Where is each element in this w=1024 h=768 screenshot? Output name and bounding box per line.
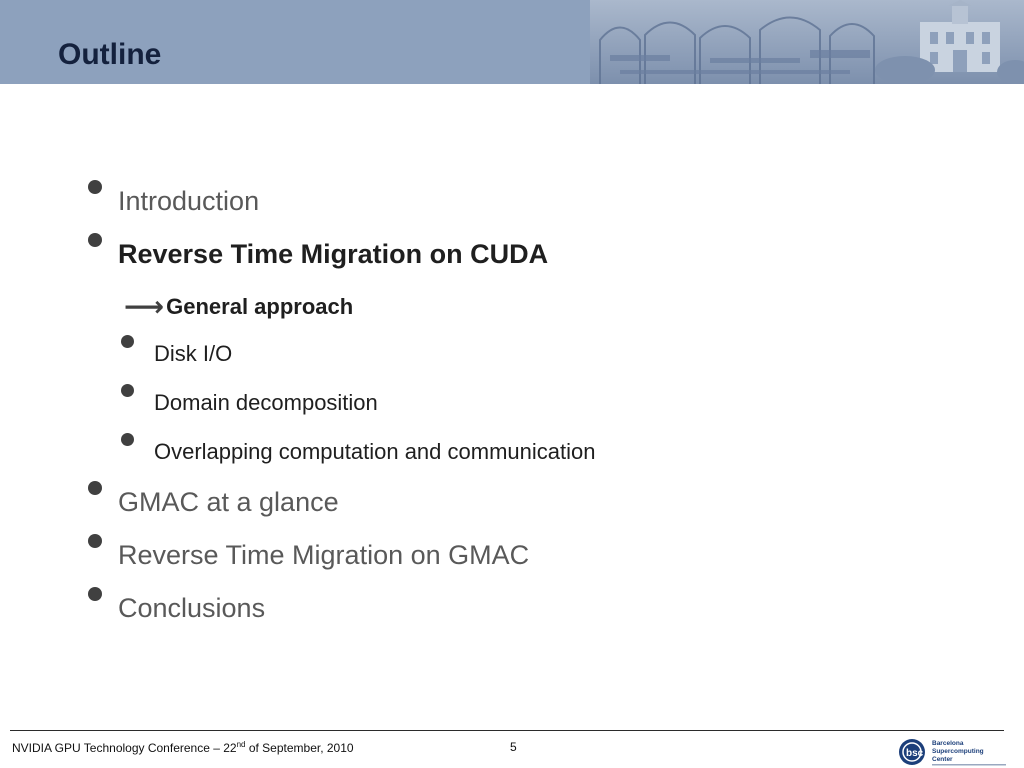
bsc-logo <box>898 736 1010 768</box>
footer-ordinal-suffix: nd <box>236 740 246 749</box>
arrow-right-icon: ⟶ <box>124 290 165 323</box>
bullet-icon <box>88 481 102 495</box>
logo-line-1: Barcelona <box>932 740 964 747</box>
outline-subitem-label: Overlapping computation and communication <box>154 439 596 464</box>
outline-subitem-overlapping <box>154 439 595 465</box>
slide-title: Outline <box>58 38 162 71</box>
logo-line-3: Center <box>932 756 953 763</box>
outline-item-label: Introduction <box>118 186 260 216</box>
bullet-icon <box>88 180 102 194</box>
footer-conference-prefix: NVIDIA GPU Technology Conference – 22 <box>12 741 237 755</box>
outline-item-label: GMAC at a glance <box>118 487 339 517</box>
footer-conference-suffix: of September, 2010 <box>245 741 354 755</box>
svg-text:bsc: bsc <box>906 748 924 759</box>
outline-item-introduction <box>118 186 259 217</box>
bullet-icon <box>88 534 102 548</box>
outline-item-label: Reverse Time Migration on CUDA <box>118 239 549 269</box>
outline-item-conclusions <box>118 593 265 624</box>
bullet-icon <box>88 233 102 247</box>
outline-subitem-domain-decomposition <box>154 390 378 416</box>
outline-subitem-label: Domain decomposition <box>154 390 378 415</box>
bullet-icon <box>121 384 134 397</box>
outline-subitem-label: Disk I/O <box>154 341 233 366</box>
logo-line-2: Supercomputing <box>932 748 984 755</box>
outline-subheading-label: General approach <box>166 293 354 319</box>
outline-item-label: Reverse Time Migration on GMAC <box>118 540 530 570</box>
bullet-icon <box>121 433 134 446</box>
bullet-icon <box>88 587 102 601</box>
outline-item-rtm-gmac <box>118 540 529 571</box>
bullet-icon <box>121 335 134 348</box>
outline-item-rtm-cuda <box>118 239 548 270</box>
page-number: 5 <box>510 740 517 754</box>
outline-item-label: Conclusions <box>118 593 266 623</box>
outline-subheading-general-approach <box>124 290 353 323</box>
footer-conference-text <box>12 740 354 755</box>
header-photo-collage <box>590 0 1024 84</box>
outline-item-gmac-glance <box>118 487 339 518</box>
footer-rule <box>10 730 1004 731</box>
outline-subitem-disk-io <box>154 341 232 367</box>
